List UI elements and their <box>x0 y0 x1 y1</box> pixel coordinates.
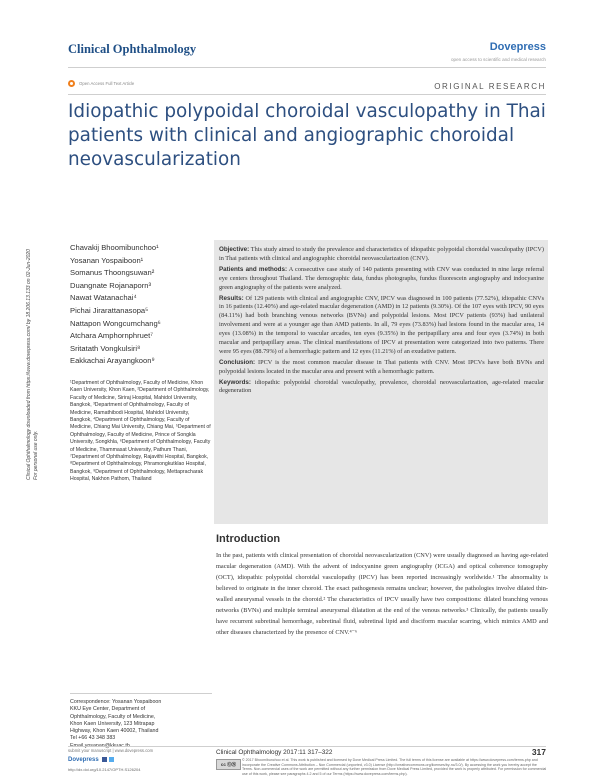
correspondence-line: Tel +66 43 348 383 <box>70 735 116 742</box>
introduction-text: In the past, patients with clinical presentation of choroidal neovascularization (CNV) were usually diagnosed as having age-related macular degeneration (AMD). With the advent of indocyanine green angiography (ICGA) and optical coherence tomography (OCT), idiopathic polypoidal choroidal vasculopathy (IPCV) has been reported increasingly worldwide.¹ The abnormality is believed to originate in the inner choroid. The exact pathogenesis remains unclear; however, the pathologies involve dilated thin-walled aneurysmal vessels in the choroid.² The characteristics of IPCV usually have two compositions: dilated branching venous networks (BVNs) and multiple terminal aneurysmal dilatation at the end of the venous networks.³ Clinically, the patients usually have recurrent subretinal hemorrhage, subretinal fluid, subretinal lipid and disciform macular scarring, which mimics AMD and other diseases characterized by the presence of CNV.⁴⁻⁶ <box>216 552 548 636</box>
section-divider <box>68 94 546 95</box>
doi-link[interactable]: http://dx.doi.org/10.2147/OPTH.S126204 <box>68 767 141 772</box>
article-title: Idiopathic polypoidal choroidal vasculopathy in Thai patients with clinical and angiographic choroidal neovascularization <box>68 101 546 170</box>
abstract-box <box>214 240 548 524</box>
affiliations: ¹Department of Ophthalmology, Faculty of Medicine, Khon Kaen University, Khon Kaen, ²Department of Ophthalmology, Faculty of Medicine, Siriraj Hospital, Mahidol University, Bangkok, ³Department of Ophthalmology, Faculty of Medicine, Ramathibodi Hospital, Mahidol University, Bangkok, ⁴Department of Ophthalmology, Faculty of Medicine, Chiang Mai University, Chiang Mai, ⁵Department of Ophthalmology, Faculty of Medicine, Prince of Songkla University, Songkhla, ⁶Department of Ophthalmology, Faculty of Medicine, Thammasat University, Pathum Thani, ⁷Department of Ophthalmology, Rajavithi Hospital, Bangkok, ⁸Department of Ophthalmology, Phramongkutklao Hospital, Bangkok, ⁹Department of Ophthalmology, Mettapracharak Hospital, Nakhon Pathom, Thailand <box>70 380 211 483</box>
watermark-text: Clinical Ophthalmology downloaded from https://www.dovepress.com/ by 18.206.13.133 on 02-Jun-2020 For personal use only. <box>26 249 39 480</box>
author: Nawat Watanachai⁴ <box>70 293 137 303</box>
publisher-logo[interactable]: Dovepress <box>489 41 546 53</box>
author: Sritatath Vongkulsiri⁸ <box>70 343 141 353</box>
author: Nattapon Wongcumchang⁶ <box>70 318 161 328</box>
abstract-objective: Objective: This study aimed to study the prevalence and characteristics of idiopathic polypoidal choroidal vasculopathy (IPCV) in Thai patients with clinical and angiographic choroidal neovascularization (CNV). <box>219 246 544 262</box>
abstract-results: Results: Of 129 patients with clinical and angiographic CNV, IPCV was diagnosed in 100 patients (77.52%), idiopathic CNVs in 16 patients (12.40%) and age-related macular degeneration (AMD) in 12 patients (9.30%). Of the 107 eyes with IPCV, 90 eyes (84.11%) had both branching venous networks (BVNs) and polypoidal lesions. Most IPCV patients (93%) had unilateral involvement and were at a younger age than AMD patients. In all, 79 eyes (73.83%) had lesions found in the macular area, 14 eyes (13.08%) in the temporal to vascular arcades, ten eyes (9.35%) in the peripapillary area and four eyes (3.74%) in both macular and peripapillary areas. The clinical manifestations of IPCV at presentation were categorized into two patterns. There were 95 eyes (88.79%) of a hemorrhagic pattern and 12 eyes (11.21%) of an exudative pattern. <box>219 294 544 355</box>
author: Yosanan Yospaiboon¹ <box>70 255 144 265</box>
abstract-keywords: Keywords: idiopathic polypoidal choroidal vasculopathy, prevalence, choroidal neovascularization, age-related macular degeneration <box>219 378 544 395</box>
open-access-text: Open Access Full Text Article <box>79 81 135 86</box>
author: Eakkachai Arayangkoon⁹ <box>70 356 155 366</box>
twitter-icon[interactable] <box>109 757 114 762</box>
license-text: © 2017 Bhoomibunchoo et al. This work is published and licensed by Dove Medical Press Limited. The full terms of this license are available at https://www.dovepress.com/terms.php and incorporate the Creative Commons Attribution – Non Commercial (unported, v3.0) License (http://creativecommons.org/licenses/by-nc/3.0/). By accessing the work you hereby accept the Terms. Non-commercial uses of the work are permitted without any further permission from Dove Medical Press Limited, provided the work is properly attributed. For permission for commercial use of this work, please see paragraphs 4.2 and 5 of our Terms (https://www.dovepress.com/terms.php). <box>242 758 547 776</box>
author: Atchara Amphornphruet⁷ <box>70 331 153 341</box>
journal-name: Clinical Ophthalmology <box>68 42 197 56</box>
author-list <box>70 242 220 368</box>
correspondence <box>70 699 215 750</box>
abstract-methods: Patients and methods: A consecutive case study of 140 patients presenting with CNV was conducted in nine large referral eye centers throughout Thailand. The demographic data, fundus photographs, fundus fluorescein angiography and indocyanine green angiography of the patients were analyzed. <box>219 265 544 291</box>
author: Chavakij Bhoomibunchoo¹ <box>70 243 159 252</box>
correspondence-line: Khon Kaen University, 123 Mitrapap <box>70 720 155 727</box>
section-label: ORIGINAL RESEARCH <box>434 82 546 91</box>
author: Somanus Thoongsuwan² <box>70 268 155 278</box>
header-divider <box>68 67 546 68</box>
correspondence-line: Ophthalmology, Faculty of Medicine, <box>70 713 156 720</box>
page-number: 317 <box>531 747 546 757</box>
correspondence-line: Correspondence: Yosanan Yospaiboon <box>70 699 162 705</box>
open-access-icon <box>68 80 75 87</box>
introduction-heading: Introduction <box>216 533 281 545</box>
citation: Clinical Ophthalmology 2017:11 317–322 <box>216 749 333 756</box>
author: Duangnate Rojanaporn³ <box>70 280 152 290</box>
footer-publisher-logo[interactable]: Dovepress <box>68 757 99 763</box>
cc-license-badge[interactable]: cc ⒼⓃ <box>216 759 241 770</box>
submit-manuscript-link[interactable]: submit your manuscript | www.dovepress.com <box>68 748 154 753</box>
author: Pichai Jirarattanasopa⁵ <box>70 305 149 315</box>
correspondence-divider <box>70 693 212 694</box>
facebook-icon[interactable] <box>102 757 107 762</box>
correspondence-line: KKU Eye Center, Department of <box>70 706 146 713</box>
abstract-conclusion: Conclusion: IPCV is the most common macular disease in Thai patients with CNV. Most IPCVs have both BVNs and polypoidal lesions located in the macular area and present with a hemorrhagic pattern. <box>219 358 544 375</box>
open-access-label <box>68 80 134 87</box>
correspondence-line: Highway, Khon Kaen 40002, Thailand <box>70 728 159 735</box>
download-watermark <box>26 160 39 480</box>
footer-divider <box>68 746 546 747</box>
publisher-tagline: open access to scientific and medical research <box>451 57 546 62</box>
